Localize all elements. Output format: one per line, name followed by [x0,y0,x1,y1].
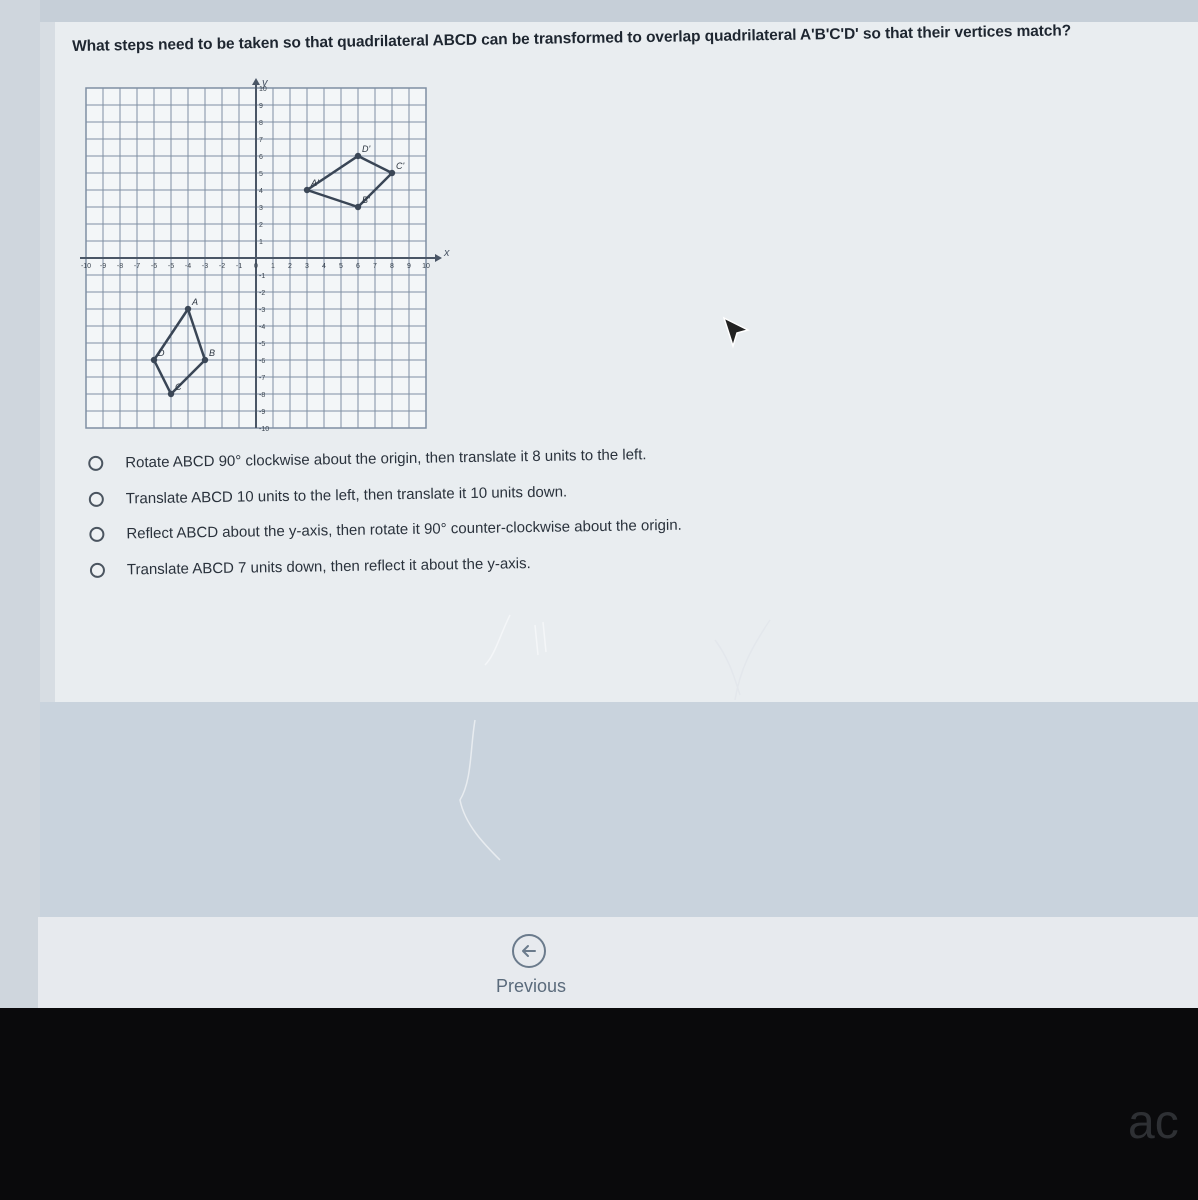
vertex-label: A' [311,178,319,188]
choice-label: Rotate ABCD 90° clockwise about the origin, then translate it 8 units to the left. [125,446,647,472]
navigation-footer [38,917,1198,1009]
y-tick-label: 4 [259,188,263,195]
monitor-bezel [0,1008,1198,1200]
coordinate-graph [70,76,450,433]
vertex-label: B [209,348,216,358]
choice-label: Reflect ABCD about the y-axis, then rotate it 90° counter-clockwise about the origin. [126,516,682,543]
y-tick-label: 7 [259,137,263,144]
vertex-label: B' [362,195,370,205]
y-tick-label: -5 [259,341,266,348]
y-tick-label: 8 [259,120,263,127]
x-tick-label: 5 [339,263,343,270]
y-tick-label: -9 [259,409,266,416]
x-axis-label: x [444,247,450,259]
x-tick-label: -2 [218,263,226,270]
x-tick-label: -8 [116,263,124,270]
x-tick-label: 8 [390,263,394,270]
y-tick-label: -3 [259,307,266,314]
radio-button[interactable] [89,492,104,507]
choice-label: Translate ABCD 7 units down, then reflect it about the y-axis. [126,554,531,579]
x-tick-label: -9 [99,263,107,270]
y-tick-label: 2 [259,222,263,229]
radio-button[interactable] [88,456,103,471]
y-axis-label: y [262,77,268,89]
y-tick-label: -2 [259,290,266,297]
vertex-label: C [175,382,182,392]
x-tick-label: 7 [373,263,377,270]
y-tick-label: -7 [259,375,266,382]
previous-label: Previous [495,976,567,996]
vertex-point [304,187,310,193]
y-tick-label: 1 [259,239,263,246]
question-prompt: What steps need to be taken so that quadrilateral ABCD can be transformed to overlap quadrilateral A'B'C'D' so that their vertices match? [72,22,1072,55]
x-tick-label: -7 [133,263,141,270]
x-tick-label: -3 [201,263,209,270]
y-tick-label: 9 [259,103,263,110]
vertex-label: C' [396,161,405,171]
y-tick-label: -4 [259,324,266,331]
x-tick-label: 2 [288,263,292,270]
radio-button[interactable] [90,563,105,578]
y-axis-arrow-icon [252,78,260,85]
vertex-label: A [192,297,199,307]
vertex-point [151,357,157,363]
x-tick-label: 4 [322,263,326,270]
x-tick-label: 3 [305,263,309,270]
previous-button[interactable] [486,932,576,1002]
vertex-point [202,357,208,363]
y-tick-label: 3 [259,205,263,212]
top-strip [40,0,1198,22]
vertex-point [355,153,361,159]
y-tick-label: -8 [259,392,266,399]
x-tick-label: -4 [184,263,192,270]
vertex-label: D' [362,144,371,154]
vertex-point [168,391,174,397]
vertex-label: D [158,348,165,358]
y-tick-label: -10 [259,426,270,433]
vertex-point [185,306,191,312]
x-tick-label: 9 [407,263,411,270]
x-tick-label: -10 [80,263,92,270]
arrow-left-icon [512,934,546,968]
x-tick-label: 0 [254,263,258,270]
answer-choices [88,434,850,588]
x-tick-label: -5 [167,263,175,270]
brand-logo: ac [1128,1096,1179,1149]
x-tick-label: -1 [235,263,243,270]
vertex-point [389,170,395,176]
choice-label: Translate ABCD 10 units to the left, then translate it 10 units down. [125,483,568,508]
x-tick-label: 10 [422,263,430,270]
x-tick-label: 6 [356,263,360,270]
y-tick-label: -6 [259,358,266,365]
radio-button[interactable] [89,527,104,542]
y-tick-label: 6 [259,154,263,161]
y-tick-label: 5 [259,171,263,178]
y-tick-label: -1 [259,273,266,280]
mouse-pointer-icon [722,316,752,350]
vertex-point [355,204,361,210]
screen-left-edge [0,0,40,1010]
x-tick-label: 1 [271,263,275,270]
y-tick-label: 10 [259,86,267,93]
pen-scribble-marks [440,600,800,880]
x-tick-label: -6 [150,263,158,270]
